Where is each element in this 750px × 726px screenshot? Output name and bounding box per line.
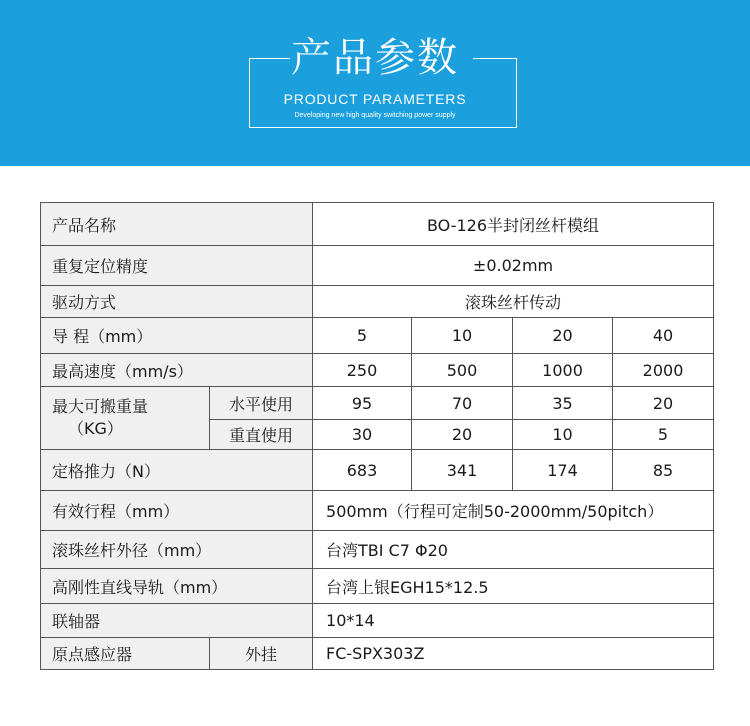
value-screw-diameter: 台湾TBI C7 Φ20	[313, 531, 714, 569]
label-home-sensor: 原点感应器	[41, 638, 210, 670]
value-product-name: BO-126半封闭丝杆模组	[313, 203, 714, 246]
label-max-load	[41, 387, 210, 450]
label-horizontal-use: 水平使用	[210, 387, 313, 420]
label-max-speed: 最高速度（mm/s）	[41, 354, 313, 387]
table-row-lead	[41, 318, 714, 354]
value-guide-rail: 台湾上银EGH15*12.5	[313, 569, 714, 604]
value-horizontal-3: 35	[513, 387, 613, 420]
table-row-product-name	[41, 203, 714, 246]
table-row-max-speed	[41, 354, 714, 387]
label-home-sensor-type: 外挂	[210, 638, 313, 670]
value-horizontal-4: 20	[613, 387, 714, 420]
label-repeatability: 重复定位精度	[41, 246, 313, 286]
table-row-repeatability	[41, 246, 714, 286]
value-thrust-2: 341	[412, 450, 513, 491]
value-horizontal-1: 95	[313, 387, 412, 420]
label-lead: 导 程（mm）	[41, 318, 313, 354]
value-effective-stroke: 500mm（行程可定制50-2000mm/50pitch）	[313, 491, 714, 531]
label-guide-rail: 高刚性直线导轨（mm）	[41, 569, 313, 604]
label-vertical-use: 重直使用	[210, 420, 313, 450]
table-row-home-sensor	[41, 638, 714, 670]
value-lead-1: 5	[313, 318, 412, 354]
value-repeatability: ±0.02mm	[313, 246, 714, 286]
label-effective-stroke: 有效行程（mm）	[41, 491, 313, 531]
value-vertical-3: 10	[513, 420, 613, 450]
header-banner	[0, 0, 750, 166]
value-speed-3: 1000	[513, 354, 613, 387]
table-row-drive-mode	[41, 286, 714, 318]
value-speed-4: 2000	[613, 354, 714, 387]
value-drive-mode: 滚珠丝杆传动	[313, 286, 714, 318]
table-row-guide-rail	[41, 569, 714, 604]
table-row-rated-thrust	[41, 450, 714, 491]
value-vertical-4: 5	[613, 420, 714, 450]
label-max-load-line2: （KG）	[68, 419, 123, 438]
value-lead-2: 10	[412, 318, 513, 354]
page-subtitle: PRODUCT PARAMETERS	[283, 91, 467, 107]
value-thrust-4: 85	[613, 450, 714, 491]
label-rated-thrust: 定格推力（N）	[41, 450, 313, 491]
label-screw-diameter: 滚珠丝杆外径（mm）	[41, 531, 313, 569]
page-tagline: Developing new high quality switching power supply	[294, 112, 456, 119]
value-horizontal-2: 70	[412, 387, 513, 420]
table-row-screw-diameter	[41, 531, 714, 569]
parameters-table	[40, 202, 714, 670]
table-row-coupling	[41, 604, 714, 638]
value-lead-3: 20	[513, 318, 613, 354]
value-vertical-2: 20	[412, 420, 513, 450]
value-speed-1: 250	[313, 354, 412, 387]
value-vertical-1: 30	[313, 420, 412, 450]
value-thrust-3: 174	[513, 450, 613, 491]
label-max-load-line1: 最大可搬重量	[52, 397, 149, 416]
table-row-effective-stroke	[41, 491, 714, 531]
label-drive-mode: 驱动方式	[41, 286, 313, 318]
page-title: 产品参数	[291, 35, 459, 81]
value-lead-4: 40	[613, 318, 714, 354]
label-product-name: 产品名称	[41, 203, 313, 246]
value-speed-2: 500	[412, 354, 513, 387]
value-home-sensor: FC-SPX303Z	[313, 638, 714, 670]
value-thrust-1: 683	[313, 450, 412, 491]
table-row-load-horizontal	[41, 387, 714, 420]
label-coupling: 联轴器	[41, 604, 313, 638]
value-coupling: 10*14	[313, 604, 714, 638]
